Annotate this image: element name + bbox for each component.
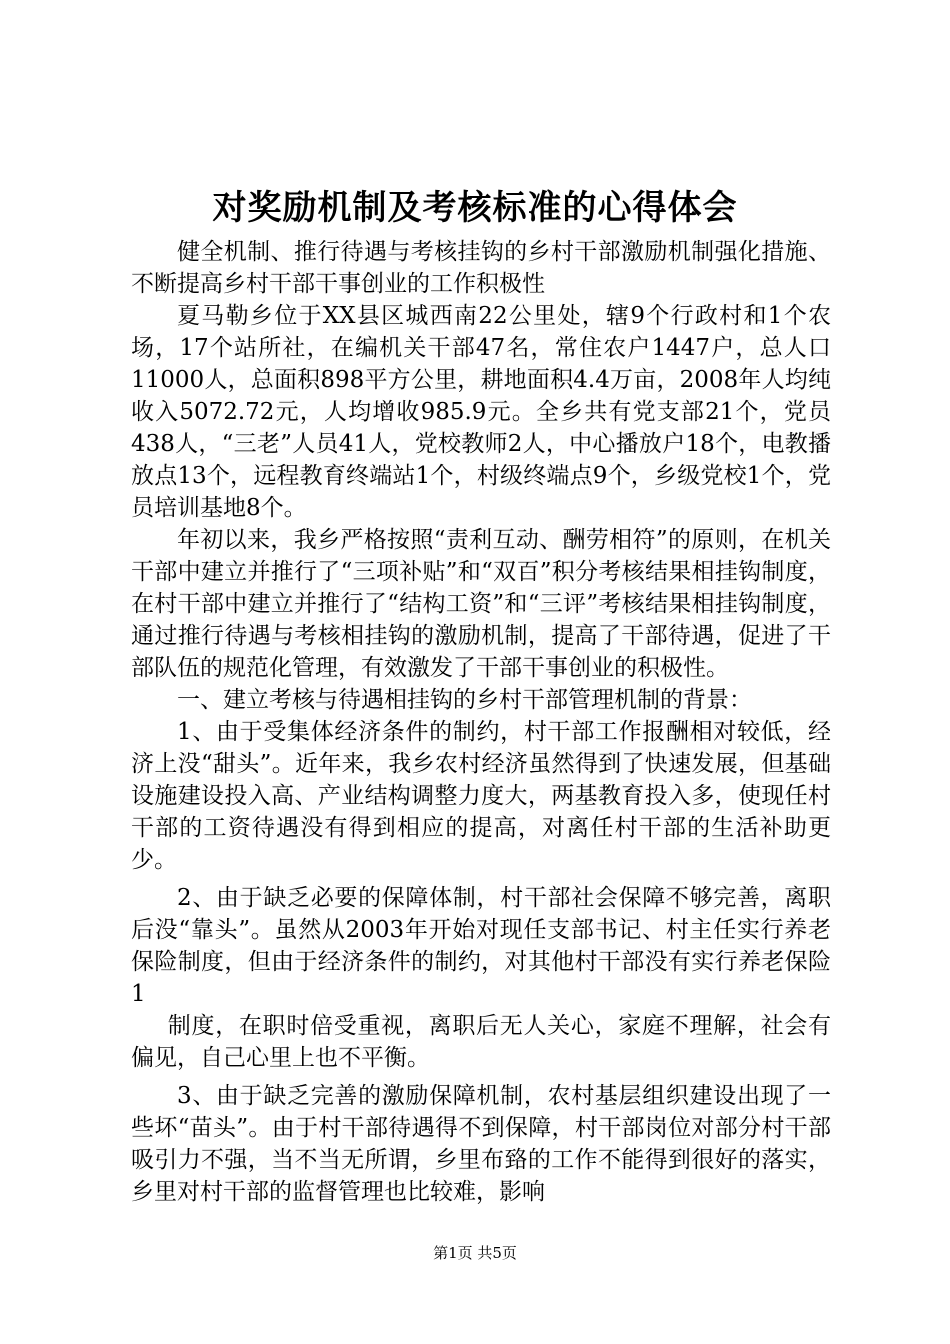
paragraph-point-1: 1、由于受集体经济条件的制约，村干部工作报酬相对较低，经济上没“甜头”。近年来，我乡农村经济虽然得到了快速发展，但基础设施建设投入高、产业结构调整力度大，两基教育投入多，使现任村干部的工资待遇没有得到相应的提高，对离任村干部的生活补助更少。 xyxy=(131,719,831,873)
document-body xyxy=(131,236,831,1208)
paragraph-point-2: 2、由于缺乏必要的保障体制，村干部社会保障不够完善，离职后没“靠头”。虽然从2003年开始对现任支部书记、村主任实行养老保险制度，但由于经济条件的制约，对其他村干部没有实行养老保险1 xyxy=(131,885,831,1007)
document-title: 对奖励机制及考核标准的心得体会 xyxy=(212,188,738,228)
paragraph-overview: 夏马勒乡位于XX县区城西南22公里处，辖9个行政村和1个农场，17个站所社，在编机关干部47名，常住农户1447户，总人口11000人，总面积898平方公里，耕地面积4.4万亩，2008年人均纯收入5072.72元，人均增收985.9元。全乡共有党支部21个，党员438人，“三老”人员41人，党校教师2人，中心播放户18个，电教播放点13个，远程教育终端站1个，村级终端点9个，乡级党校1个，党员培训基地8个。 xyxy=(131,303,831,521)
paragraph-point-3: 3、由于缺乏完善的激励保障机制，农村基层组织建设出现了一些坏“苗头”。由于村干部待遇得不到保障，村干部岗位对部分村干部吸引力不强，当不当无所谓，乡里布臵的工作不能得到很好的落实，乡里对村干部的监督管理也比较难，影响 xyxy=(131,1083,831,1205)
page-footer: 第1页 共5页 xyxy=(433,1244,517,1262)
paragraph-intro: 健全机制、推行待遇与考核挂钩的乡村干部激励机制强化措施、不断提高乡村干部干事创业的工作积极性 xyxy=(131,239,831,297)
section-heading-background: 一、建立考核与待遇相挂钩的乡村干部管理机制的背景： xyxy=(177,687,752,713)
paragraph-measures: 年初以来，我乡严格按照“责利互动、酬劳相符”的原则，在机关干部中建立并推行了“三项补贴”和“双百”积分考核结果相挂钩制度，在村干部中建立并推行了“结构工资”和“三评”考核结果相挂钩制度，通过推行待遇与考核相挂钩的激励机制，提高了干部待遇，促进了干部队伍的规范化管理，有效激发了干部干事创业的积极性。 xyxy=(131,527,831,681)
paragraph-point-2-continued: 制度，在职时倍受重视，离职后无人关心，家庭不理解，社会有偏见，自己心里上也不平衡。 xyxy=(131,1013,831,1071)
